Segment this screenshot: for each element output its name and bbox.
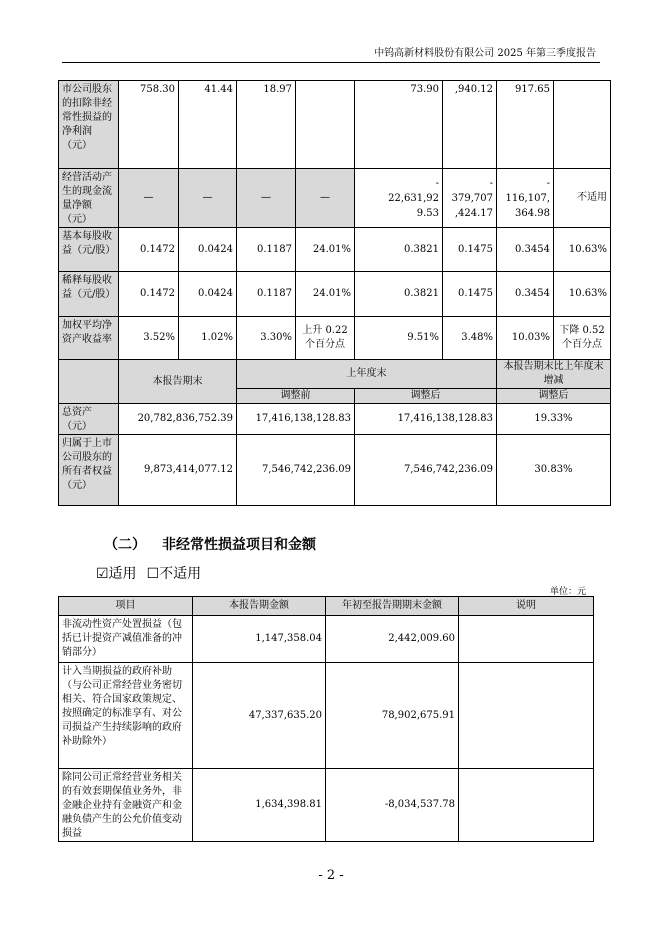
table-cell: 78,902,675.91	[326, 663, 459, 769]
table-cell	[59, 360, 119, 404]
table-cell: 24.01%	[296, 228, 355, 272]
table-cell: 3.48%	[443, 317, 497, 360]
table-row	[59, 228, 611, 272]
table-header-row	[59, 597, 594, 616]
table-cell: -8,034,537.78	[326, 769, 459, 842]
table-cell: 47,337,635.20	[193, 663, 326, 769]
table-cell: 7,546,742,236.09	[237, 435, 355, 506]
table-cell: 0.1187	[237, 228, 296, 272]
table-row	[59, 663, 594, 769]
row-label: 稀释每股收益（元/股）	[59, 272, 119, 317]
table-cell: 7,546,742,236.09	[355, 435, 497, 506]
not-applicable-checkbox: ☐不适用	[146, 566, 202, 582]
column-header: 本报告期金额	[193, 597, 326, 616]
column-header: 项目	[59, 597, 193, 616]
row-label: 归属于上市公司股东的所有者权益（元）	[59, 435, 119, 506]
section-index: （二）	[104, 537, 146, 553]
table-cell: 758.30	[119, 81, 179, 169]
table-cell: —	[179, 169, 237, 228]
table-cell: 下降 0.52 个百分点	[554, 317, 611, 360]
table-cell: 不适用	[554, 169, 611, 228]
table-row	[59, 616, 594, 663]
section-title: 非经常性损益项目和金额	[162, 537, 316, 553]
table-cell: 除同公司正常经营业务相关的有效套期保值业务外，非金融企业持有金融资产和金融负债产生的公允价值变动损益	[59, 769, 193, 842]
table-row	[59, 272, 611, 317]
table-cell	[459, 769, 594, 842]
table-cell: 0.3454	[497, 228, 554, 272]
header-divider	[62, 62, 600, 63]
table-cell: 17,416,138,128.83	[237, 404, 355, 435]
table-cell: —	[119, 169, 179, 228]
table-cell: 1.02%	[179, 317, 237, 360]
column-header-change: 本报告期末比上年度末增减	[497, 360, 611, 389]
table-cell: 3.52%	[119, 317, 179, 360]
table-cell: 0.1472	[119, 272, 179, 317]
column-header: 说明	[459, 597, 594, 616]
financial-indicators-table	[58, 80, 611, 506]
table-cell: —	[237, 169, 296, 228]
table-cell: 9,873,414,077.12	[119, 435, 237, 506]
table-cell: 30.83%	[497, 435, 611, 506]
table-cell	[554, 81, 611, 169]
table-cell: 0.1472	[119, 228, 179, 272]
column-header-prior-year-end: 上年度末	[237, 360, 497, 389]
table-cell: —	[296, 169, 355, 228]
table-row	[59, 81, 611, 169]
table-cell: 917.65	[497, 81, 554, 169]
applicability-options	[96, 563, 201, 583]
table-cell: 3.30%	[237, 317, 296, 360]
table-cell: 0.1187	[237, 272, 296, 317]
table-cell: 非流动性资产处置损益（包括已计提资产减值准备的冲销部分）	[59, 616, 193, 663]
table-row	[59, 404, 611, 435]
table-cell: 18.97	[237, 81, 296, 169]
table-cell: 0.3454	[497, 272, 554, 317]
table-cell: 24.01%	[296, 272, 355, 317]
row-label: 总资产（元）	[59, 404, 119, 435]
table-cell: 17,416,138,128.83	[355, 404, 497, 435]
table-cell	[296, 81, 355, 169]
table-cell: 上升 0.22 个百分点	[296, 317, 355, 360]
table-cell: - 116,107, 364.98	[497, 169, 554, 228]
table-cell: 0.1475	[443, 272, 497, 317]
applicable-checkbox: ☑适用	[96, 566, 137, 582]
unit-note: 单位：元	[549, 587, 586, 597]
row-label: 基本每股收益（元/股）	[59, 228, 119, 272]
row-label: 市公司股东的扣除非经常性损益的净利润（元）	[59, 81, 119, 169]
table-cell: 1,634,398.81	[193, 769, 326, 842]
table-cell	[459, 616, 594, 663]
table-cell: 20,782,836,752.39	[119, 404, 237, 435]
table-cell: 73.90	[355, 81, 443, 169]
non-recurring-items-table	[58, 596, 594, 842]
table-cell: 10.63%	[554, 228, 611, 272]
table-cell: 0.3821	[355, 228, 443, 272]
table-header-row	[59, 360, 611, 389]
column-header: 年初至报告期期末金额	[326, 597, 459, 616]
table-cell: 9.51%	[355, 317, 443, 360]
table-cell: 计入当期损益的政府补助（与公司正常经营业务密切相关、符合国家政策规定、按照确定的标准享有、对公司损益产生持续影响的政府补助除外）	[59, 663, 193, 769]
column-header-before-adjustment: 调整前	[237, 389, 355, 404]
table-cell: 0.0424	[179, 228, 237, 272]
table-cell: 41.44	[179, 81, 237, 169]
table-cell: - 22,631,92 9.53	[355, 169, 443, 228]
table-cell: - 379,707 ,424.17	[443, 169, 497, 228]
row-label: 加权平均净资产收益率	[59, 317, 119, 360]
table-cell: 0.1475	[443, 228, 497, 272]
column-header-after-adjustment: 调整后	[355, 389, 497, 404]
table-row	[59, 435, 611, 506]
table-cell: 19.33%	[497, 404, 611, 435]
table-cell	[459, 663, 594, 769]
row-label: 经营活动产生的现金流量净额（元）	[59, 169, 119, 228]
table-cell: 10.63%	[554, 272, 611, 317]
table-cell: 10.03%	[497, 317, 554, 360]
table-cell: 2,442,009.60	[326, 616, 459, 663]
table-cell: 0.3821	[355, 272, 443, 317]
page-number: - 2 -	[318, 868, 344, 883]
column-header-change-adjusted: 调整后	[497, 389, 611, 404]
table-row	[59, 769, 594, 842]
table-row	[59, 317, 611, 360]
table-cell: 0.0424	[179, 272, 237, 317]
table-row	[59, 169, 611, 228]
column-header-current: 本报告期末	[119, 360, 237, 404]
section-heading	[104, 534, 316, 554]
report-header-title: 中钨高新材料股份有限公司 2025 年第三季度报告	[374, 48, 596, 59]
table-cell: 1,147,358.04	[193, 616, 326, 663]
table-cell: ,940.12	[443, 81, 497, 169]
